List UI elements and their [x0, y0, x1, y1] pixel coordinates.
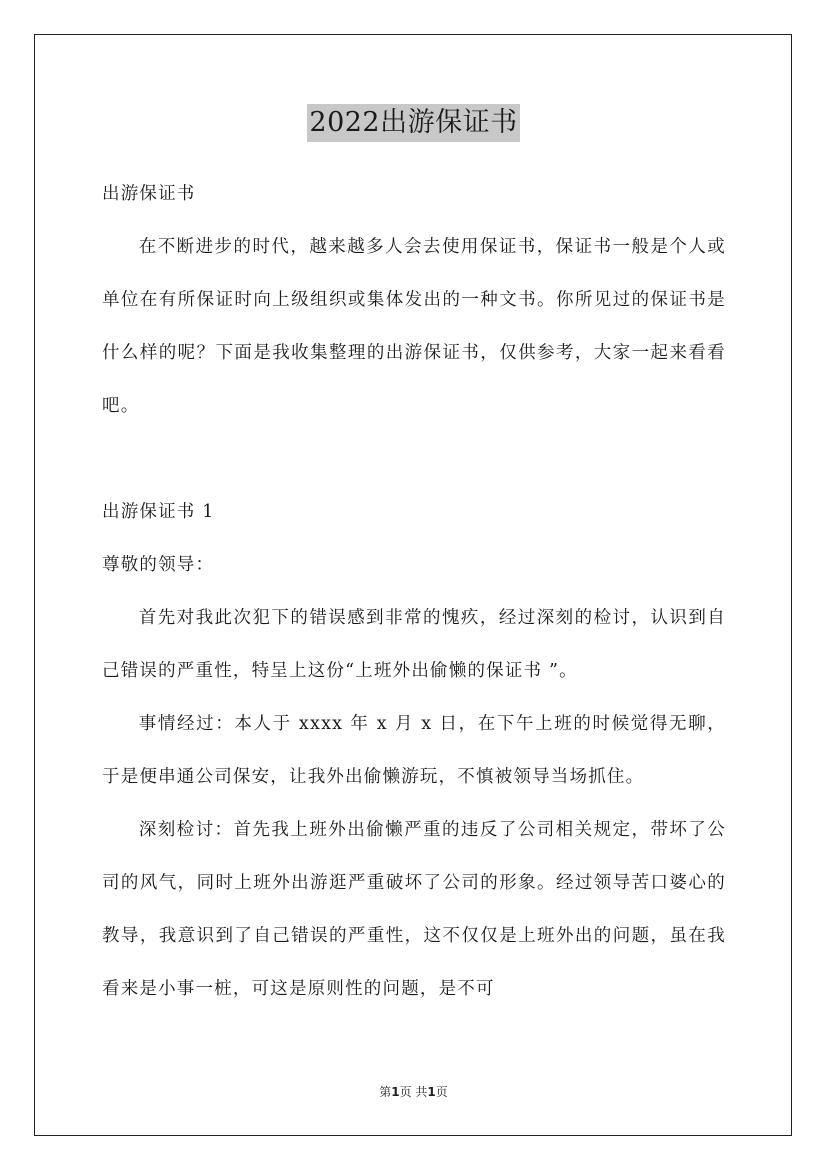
page-mid: 页 共	[399, 1085, 428, 1099]
page-footer	[0, 1083, 827, 1100]
page-suffix: 页	[435, 1085, 448, 1099]
page-total: 1	[427, 1085, 436, 1099]
paragraph: 在不断进步的时代，越来越多人会去使用保证书，保证书一般是个人或单位在有所保证时向上级组织或集体发出的一种文书。你所见过的保证书是什么样的呢？下面是我收集整理的出游保证书，仅供参考，大家一起来看看吧。	[102, 237, 726, 416]
document-body	[102, 168, 726, 1016]
document-title: 2022出游保证书	[307, 104, 519, 142]
paragraph: 首先对我此次犯下的错误感到非常的愧疚，经过深刻的检讨，认识到自己错误的严重性，特呈上这份“上班外出偷懒的保证书 ”。	[102, 608, 726, 681]
salutation: 尊敬的领导：	[102, 555, 215, 575]
paragraph: 深刻检讨：首先我上班外出偷懒严重的违反了公司相关规定，带坏了公司的风气，同时上班外出游逛严重破坏了公司的形象。经过领导苦口婆心的教导，我意识到了自己错误的严重性，这不仅仅是上班外出的问题，虽在我看来是小事一桩，可这是原则性的问题，是不可	[102, 820, 726, 999]
paragraph: 事情经过：本人于 xxxx 年 x 月 x 日，在下午上班的时候觉得无聊，于是便串通公司保安，让我外出偷懒游玩，不慎被领导当场抓住。	[102, 714, 726, 787]
page-current: 1	[391, 1085, 400, 1099]
title-wrap	[0, 104, 827, 142]
page-prefix: 第	[379, 1085, 392, 1099]
section-heading: 出游保证书 1	[102, 502, 215, 522]
paragraph: 出游保证书	[102, 184, 196, 204]
